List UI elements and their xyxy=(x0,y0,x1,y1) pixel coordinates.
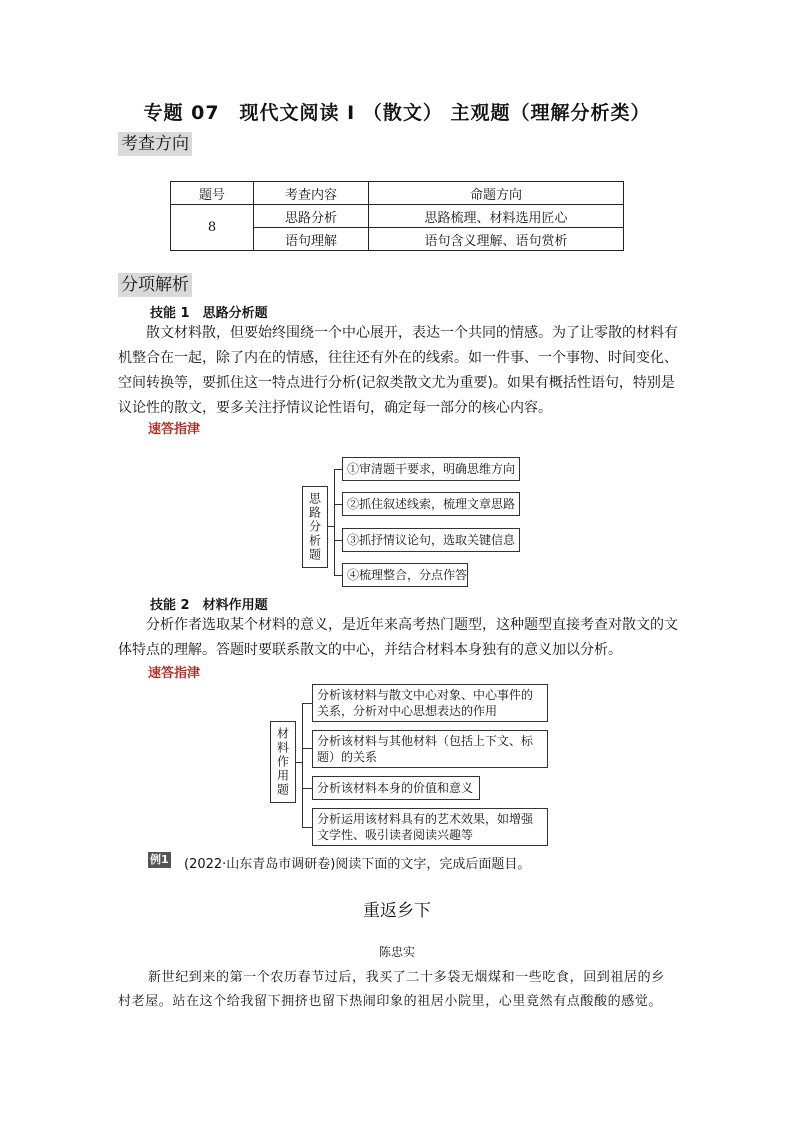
skill2-tip: 速答指津 xyxy=(148,666,201,681)
connector xyxy=(302,788,312,789)
skill1-tip: 速答指津 xyxy=(148,422,201,437)
diagram2-root: 材料作用题 xyxy=(270,721,296,803)
page-title: 专题 07 现代文阅读 I （散文） 主观题（理解分析类） xyxy=(143,102,651,124)
skill1-paragraph: 散文材料散，但要始终围绕一个中心展开，表达一个共同的情感。为了让零散的材料有机整合在一起，除了内在的情感，往往还有外在的线索。如一件事、一个事物、时间变化、空间转换等，要抓住这一特点进行分析(记叙类散文尤为重要)。如果有概括性语句，特别是议论性的散文，要多关注抒情议论性语句，确定每一部分的核心内容。 xyxy=(118,325,678,416)
exam-table xyxy=(170,181,624,251)
question-number: 8 xyxy=(171,205,254,251)
connector xyxy=(302,748,312,749)
diagram2-item: 分析该材料与散文中心对象、中心事件的关系，分析对中心思想表达的作用 xyxy=(312,684,548,722)
connector xyxy=(334,504,342,505)
diagram1-item: ①审清题干要求，明确思维方向 xyxy=(342,457,520,481)
table-row xyxy=(171,205,624,228)
table-cell: 语句含义理解、语句赏析 xyxy=(369,228,624,251)
article-line: 村老屋。站在这个给我留下拥挤也留下热闹印象的祖居小院里，心里竟然有点酸酸的感觉。 xyxy=(118,994,663,1009)
table-header: 题号 xyxy=(171,182,254,205)
connector xyxy=(334,469,342,470)
connector xyxy=(302,703,303,827)
table-cell: 思路梳理、材料选用匠心 xyxy=(369,205,624,228)
skill2-heading: 技能 2 材料作用题 xyxy=(150,598,268,613)
diagram2-item: 分析该材料本身的价值和意义 xyxy=(312,776,480,800)
diagram2-item: 分析运用该材料具有的艺术效果，如增强文学性、吸引读者阅读兴趣等 xyxy=(312,808,548,846)
skill1-heading: 技能 1 思路分析题 xyxy=(150,306,268,321)
table-header: 命题方向 xyxy=(369,182,624,205)
example-source: (2022·山东青岛市调研卷)阅读下面的文字，完成后面题目。 xyxy=(184,857,531,872)
diagram1-item: ③抓抒情议论句，选取关键信息 xyxy=(342,528,520,552)
connector xyxy=(334,469,335,575)
article-title: 重返乡下 xyxy=(363,901,431,921)
connector xyxy=(302,703,312,704)
diagram1-item: ②抓住叙述线索，梳理文章思路 xyxy=(342,492,520,516)
diagram1-root: 思路分析题 xyxy=(302,486,328,568)
connector xyxy=(302,827,312,828)
diagram1-item: ④梳理整合，分点作答 xyxy=(342,563,468,587)
example-badge: 例1 xyxy=(150,853,169,866)
table-header-row xyxy=(171,182,624,205)
connector xyxy=(334,540,342,541)
section-heading-direction: 考查方向 xyxy=(118,132,192,156)
skill2-paragraph: 分析作者选取某个材料的意义，是近年来高考热门题型，这种题型直接考查对散文的文体特点的理解。答题时要联系散文的中心，并结合材料本身独有的意义加以分析。 xyxy=(118,617,678,658)
connector xyxy=(334,575,342,576)
diagram2-item: 分析该材料与其他材料（包括上下文、标题）的关系 xyxy=(312,730,548,768)
section-heading-analysis: 分项解析 xyxy=(118,273,192,297)
table-header: 考查内容 xyxy=(254,182,369,205)
article-author: 陈忠实 xyxy=(378,945,415,959)
table-cell: 思路分析 xyxy=(254,205,369,228)
table-cell: 语句理解 xyxy=(254,228,369,251)
article-line: 新世纪到来的第一个农历春节过后，我买了二十多袋无烟煤和一些吃食，回到祖居的乡 xyxy=(148,970,665,985)
